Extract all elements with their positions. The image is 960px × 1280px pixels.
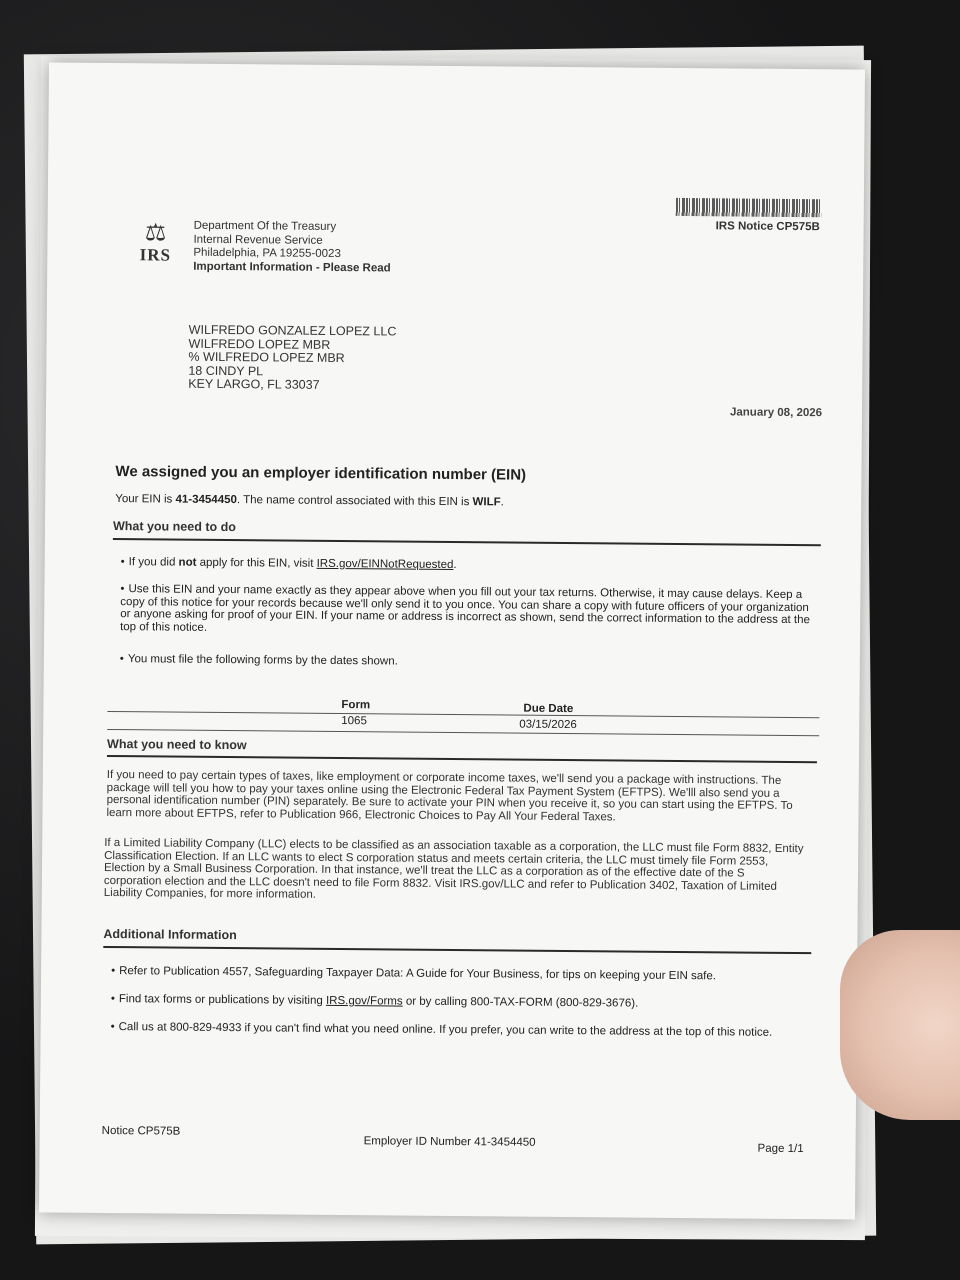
bullet-text: or by calling 800-TAX-FORM (800-829-3676).: [402, 995, 639, 1010]
hand: [840, 930, 960, 1120]
table-cell-form: 1065: [341, 715, 367, 728]
table-cell-due-date: 03/15/2026: [519, 718, 577, 732]
footer-page-number: Page 1/1: [757, 1142, 804, 1156]
barcode: [676, 198, 822, 217]
recipient-address: [188, 324, 396, 393]
column-header-due-date: Due Date: [523, 702, 574, 716]
table-rule: [107, 729, 819, 736]
list-item: • Find tax forms or publications by visiting IRS.gov/Forms or by calling 800-TAX-FORM (800-829-3676).: [110, 993, 639, 1010]
bullet-text: Refer to Publication 4557, Safeguarding Taxpayer Data: A Guide for Your Business, for tips on keeping your EIN safe.: [119, 965, 717, 983]
notice-page: [39, 62, 865, 1219]
ein-prefix: Your EIN is: [115, 493, 176, 506]
ein-statement: [115, 493, 504, 508]
bullet-text: If you did: [128, 556, 179, 569]
agency-line: Internal Revenue Service: [193, 233, 323, 247]
ein-middle: . The name control associated with this EIN is: [236, 494, 473, 509]
address-line: KEY LARGO, FL 33037: [188, 376, 320, 392]
address-line: % WILFREDO LOPEZ MBR: [188, 349, 345, 366]
agency-line: Department Of the Treasury: [193, 219, 337, 233]
list-item: • You must file the following forms by the dates shown.: [119, 653, 398, 668]
bullet-text: Call us at 800-829-4933 if you can't find what you need online. If you prefer, you can write to the address at the top of this notice.: [118, 1021, 773, 1039]
bullet-text: apply for this EIN, visit: [196, 556, 317, 570]
eagle-icon: ⚖: [144, 219, 167, 247]
section-rule: [113, 538, 821, 546]
section-rule: [107, 755, 817, 763]
notice-date: January 08, 2026: [729, 406, 823, 420]
list-item: • If you did not apply for this EIN, visit IRS.gov/EINNotRequested.: [120, 556, 457, 572]
agency-line: Philadelphia, PA 19255-0023: [193, 246, 341, 261]
name-control: WILF: [472, 496, 501, 509]
irs-logo-text: IRS: [139, 245, 172, 265]
address-line: 18 CINDY PL: [188, 363, 264, 378]
section-title-what-to-do: What you need to do: [112, 519, 236, 535]
page-title: We assigned you an employer identification number (EIN): [115, 463, 527, 484]
address-line: WILFREDO GONZALEZ LOPEZ LLC: [188, 322, 397, 339]
footer-notice-id: Notice CP575B: [101, 1124, 181, 1138]
agency-block: [193, 220, 391, 276]
ein-suffix: .: [500, 496, 504, 509]
list-item: • Use this EIN and your name exactly as they appear above when you fill out your tax returns. Otherwise, it may cause delays. Keep a copy of this notice for your records because we'll only send it to you once. You can share a copy with future officers of your organization or anyone asking for proof of your EIN. If your name or address is incorrect as shown, send the correct information to the address at the top of this notice.: [120, 583, 810, 634]
section-rule: [103, 946, 811, 954]
section-title-additional: Additional Information: [103, 926, 237, 943]
list-item: • Refer to Publication 4557, Safeguarding Taxpayer Data: A Guide for Your Business, for tips on keeping your EIN safe.: [111, 965, 717, 983]
footer-employer-id: Employer ID Number 41-3454450: [363, 1135, 536, 1149]
column-header-form: Form: [341, 699, 371, 712]
paragraph-llc: If a Limited Liability Company (LLC) elects to be classified as an association taxable as a corporation, the LLC must file Form 8832, Entity Classification Election. If an LLC wants to elect S corporation status and meets certain criteria, the LLC must timely file Form 2553, Election by a Small Business Corporation. In that instance, we'll treat the LLC as a corporation as of the effective date of the S corporation election and the LLC doesn't need to file Form 8832. Visit IRS.gov/LLC and refer to Publication 3402, Taxation of Limited Liability Companies, for more information.: [103, 836, 804, 901]
irs-logo: [135, 221, 175, 267]
agency-important: Important Information - Please Read: [193, 260, 391, 274]
irs-forms-link[interactable]: IRS.gov/Forms: [325, 994, 403, 1008]
notice-id: IRS Notice CP575B: [715, 220, 820, 234]
address-line: WILFREDO LOPEZ MBR: [188, 336, 331, 352]
ein-number: 41-3454450: [175, 493, 237, 507]
bullet-bold: not: [178, 556, 197, 569]
list-item: • Call us at 800-829-4933 if you can't find what you need online. If you prefer, you can write to the address at the top of this notice.: [110, 1021, 773, 1039]
ein-not-requested-link[interactable]: IRS.gov/EINNotRequested: [316, 557, 454, 572]
bullet-text: Use this EIN and your name exactly as they appear above when you fill out your tax returns. Otherwise, it may cause delays. Keep a copy of this notice for your records because we'll only send it to you once. You can share a copy with future officers of your organization or anyone asking for proof of your EIN. If your name or address is incorrect as shown, send the correct information to the address at the top of this notice.: [120, 583, 810, 634]
bullet-text: Find tax forms or publications by visiting: [118, 993, 327, 1007]
bullet-text: You must file the following forms by the dates shown.: [127, 653, 398, 668]
paragraph-eftps: If you need to pay certain types of taxes, like employment or corporate income taxes, we'll send you a package with instructions. The package will tell you how to pay your taxes online using the Electronic Federal Tax Payment System (EFTPS). We'lll also send you a personal identification number (PIN) separately. Be sure to activate your PIN when you receive it, so you can start using the EFTPS. To learn more about EFTPS, refer to Publication 966, Electronic Choices to Pay All Your Federal Taxes.: [106, 768, 793, 823]
bullet-text: .: [453, 559, 457, 572]
section-title-what-to-know: What you need to know: [107, 736, 247, 753]
table-rule: [107, 711, 819, 718]
